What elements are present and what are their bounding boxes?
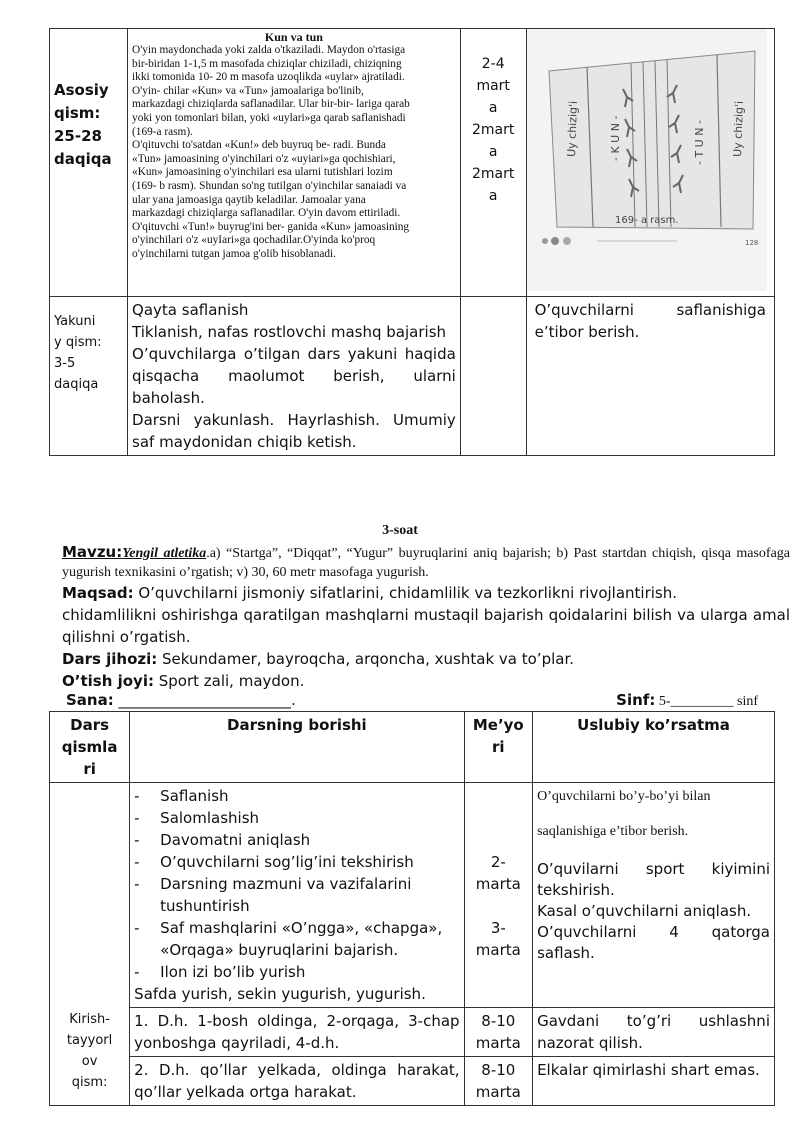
exercise-norm: 8-10 marta [464, 1008, 533, 1057]
times-line: mart [476, 78, 510, 94]
date-class-row [66, 691, 758, 711]
game-text-line: o'yinchilari o'z «uyIari»ga qochadilar.O'yinda ko'proq [132, 234, 376, 247]
header-parts: Dars qismla ri [50, 712, 130, 783]
main-part-line: daqiqa [54, 150, 112, 168]
final-times-cell [460, 297, 526, 456]
list-item: Safda yurish, sekin yugurish, yugurish. [134, 985, 426, 1003]
game-text-line: O'yin maydonchada yoki zalda o'tkaziladi. Maydon o'rtasiga [132, 44, 406, 56]
game-text-line: yoki yon tomonlari bilan, yoki «uylari»ga qarab saflanishadi [132, 111, 406, 124]
header-guidance: Uslubiy ko’rsatma [533, 712, 775, 783]
intro-part-line: tayyorl [66, 1033, 113, 1048]
header-norm: Me’yo ri [464, 712, 533, 783]
lesson-table-continued [49, 28, 775, 456]
intro-procedure-cell [130, 783, 464, 1008]
exercise-text: 2. D.h. qo’llar yelkada, oldinga harakat, qo’llar yelkada ortga harakat. [130, 1057, 464, 1106]
game-description-cell [128, 29, 461, 297]
final-step: Darsni yakunlash. Hayrlashish. Umumiy saf maydonidan chiqib ketish. [132, 411, 456, 451]
figure-page-number: 128 [744, 239, 758, 247]
location-label: O’tish joyi: [62, 672, 154, 690]
main-part-label [50, 29, 128, 297]
game-title: Kun va tun [264, 30, 323, 44]
list-item: - Saflanish [134, 787, 229, 805]
final-part-line: daqiqa [54, 377, 99, 392]
times-line: a [488, 188, 498, 204]
game-description [132, 44, 456, 262]
final-step: O’quvchilarga o’tilgan dars yakuni haqida qisqacha maolumot berish, ularni baholash. [132, 345, 456, 407]
lesson-equipment [62, 648, 790, 670]
intro-part-line: Kirish- [69, 1012, 110, 1027]
location-text: Sport zali, maydon. [153, 672, 305, 690]
game-text-line: «Kun» jamoasining o'yinchilari esa ularni tutishlari lozim [132, 166, 393, 179]
list-item: - Ilon izi bo’lib yurish [134, 963, 306, 981]
main-part-line: 25-28 [54, 127, 102, 145]
game-text-line: markazdagi chiziqlarga saflanadilar. O'yin davom ettiriladi. [132, 207, 401, 220]
exercise-norm: 8-10 marta [464, 1057, 533, 1106]
intro-part-line: ov [81, 1054, 98, 1069]
zone-left-label: Uy chizig'i [564, 100, 580, 158]
times-line: 2mart [472, 166, 515, 182]
norm-line: marta [475, 941, 521, 959]
class-label: Sinf: [616, 691, 656, 709]
list-item: - O’quvchilarni sog’lig’ini tekshirish [134, 853, 414, 871]
game-text-line: O'yin- chilar «Kun» va «Tun» jamoalariga bo'linib, [132, 84, 364, 97]
guidance-note: Kasal o’quvchilarni aniqlash. [537, 902, 752, 920]
game-text-line: ular yana jamoasiga qaytib keladilar. Jamoalar yana [132, 193, 366, 206]
zone-right-label: Uy chizig'i [730, 100, 746, 158]
game-text-line: markazdagi chiziqlarda saflanadilar. Ular bir-bir- lariga qarab [132, 98, 410, 111]
game-text-line: bir-biridan 1-1,5 m masofada chiziqlar chiziladi, chiziqning [132, 57, 402, 70]
intro-steps-list [134, 785, 459, 1005]
game-text-line: ikki tomonida 10- 20 m masofa uzoqlikda «uylar» ajratiladi. [132, 71, 405, 84]
final-note-cell [526, 297, 774, 456]
guidance-note: O’quvchilarni bo’y-bo’yi bilan [537, 789, 711, 804]
equipment-label: Dars jihozi: [62, 650, 158, 668]
date-blank: _______________________. [118, 691, 296, 709]
final-part-label [50, 297, 128, 456]
final-part-line: y qism: [54, 335, 102, 350]
game-text-line: «Tun» jamoasining o'yinchilari o'z «uyiari»ga qochishiari, [132, 152, 396, 165]
list-item: - Davomatni aniqlash [134, 831, 311, 849]
equipment-text: Sekundamer, bayroqcha, arqoncha, xushtak va to’plar. [157, 650, 575, 668]
intro-part-line: qism: [71, 1075, 108, 1090]
list-item: - Darsning mazmuni va vazifalarini tushuntirish [134, 875, 412, 915]
kun-va-tun-figure [527, 29, 767, 291]
lesson-plan-table [49, 711, 775, 1106]
intro-norm-cell [464, 783, 533, 1008]
norm-line: 2- [490, 853, 506, 871]
norm-line: 3- [490, 919, 506, 937]
lesson-goal [62, 582, 790, 604]
list-item: - Saf mashqlarini «O’ngga», «chapga», «Orqaga» buyruqlarini bajarish. [134, 919, 443, 959]
game-text-line: O'qituvchi to'satdan «Kun!» deb buyruq be- radi. Bunda [132, 139, 386, 152]
table-row-exercise-2 [50, 1057, 775, 1106]
guidance-note: O’quvchilarni 4 qatorga saflash. [537, 923, 770, 962]
class-value: 5-_________ sinf [655, 694, 758, 709]
intro-guidance-cell [533, 783, 775, 1008]
game-text-line: (169-a rasm). [132, 125, 193, 138]
guidance-note: O’quvilarni sport kiyimini tekshirish. [537, 860, 770, 899]
lesson-number: 3-soat [382, 523, 418, 538]
times-line: a [488, 144, 498, 160]
team-tun-label: - T U N - [692, 120, 706, 165]
times-line: 2mart [472, 122, 515, 138]
topic-label: Mavzu: [62, 543, 123, 561]
team-kun-label: - K U N - [608, 115, 622, 161]
exercise-note: Gavdani to’g’ri ushlashni nazorat qilish. [533, 1008, 775, 1057]
main-part-line: Asosiy [54, 81, 109, 99]
final-note: O’quvchilarni saflanishiga e’tibor berish. [534, 301, 766, 341]
times-line: a [488, 100, 498, 116]
date-label: Sana: [66, 691, 114, 709]
game-text-line: O'qituvchi «Tun!» buyrug'ini ber- ganida «Kun» jamoasining [132, 220, 410, 233]
lesson-goal-continued: chidamlilikni oshirishga qaratilgan mashqlarni mustaqil bajarish qoidalarini bilish va ularga amal qilishni o’rgatish. [62, 606, 790, 646]
game-text-line: o'yinchilarni tutgan jamoa g'olib hisoblanadi. [132, 247, 336, 260]
exercise-note: Elkalar qimirlashi shart emas. [533, 1057, 775, 1106]
topic-title: Yengil atletika [122, 546, 207, 561]
final-step: Tiklanish, nafas rostlovchi mashq bajarish [132, 323, 447, 341]
guidance-note: saqlanishiga e’tibor berish. [537, 824, 689, 839]
table-row-exercise-1 [50, 1008, 775, 1057]
main-part-line: qism: [54, 104, 101, 122]
table-header-row [50, 712, 775, 783]
final-part-line: Yakuni [54, 314, 96, 329]
lesson-location [62, 670, 790, 692]
goal-text: O’quvchilarni jismoniy sifatlarini, chidamlilik va tezkorlikni rivojlantirish. [133, 584, 677, 602]
final-step: Qayta saflanish [132, 301, 249, 319]
header-procedure: Darsning borishi [130, 712, 464, 783]
main-times-cell [460, 29, 526, 297]
times-line: 2-4 [481, 56, 505, 72]
table-row-final-part [50, 297, 775, 456]
game-text-line: (169- b rasm). Shundan so'ng tutilgan o'yinchilar sanaiadi va [132, 179, 407, 192]
exercise-text: 1. D.h. 1-bosh oldinga, 2-orqaga, 3-chap yonboshga qayriladi, 4-d.h. [130, 1008, 464, 1057]
list-item: - Salomlashish [134, 809, 260, 827]
topic-text: .a) “Startga”, “Diqqat”, “Yugur” buyruqlarini aniq bajarish; b) Past startdan chiqish, qisqa masofaga yugurish texnikasini o’rgatish; v) 30, 60 metr masofaga yugurish. [62, 546, 790, 580]
final-part-line: 3-5 [54, 356, 76, 371]
final-content-cell [128, 297, 461, 456]
figure-caption: 169- a rasm. [614, 215, 679, 226]
goal-label: Maqsad: [62, 584, 134, 602]
norm-line: marta [475, 875, 521, 893]
figure-cell [526, 29, 774, 297]
lesson-topic [62, 543, 790, 582]
table-row-main-part [50, 29, 775, 297]
intro-part-label [50, 783, 130, 1106]
table-row-intro [50, 783, 775, 1008]
